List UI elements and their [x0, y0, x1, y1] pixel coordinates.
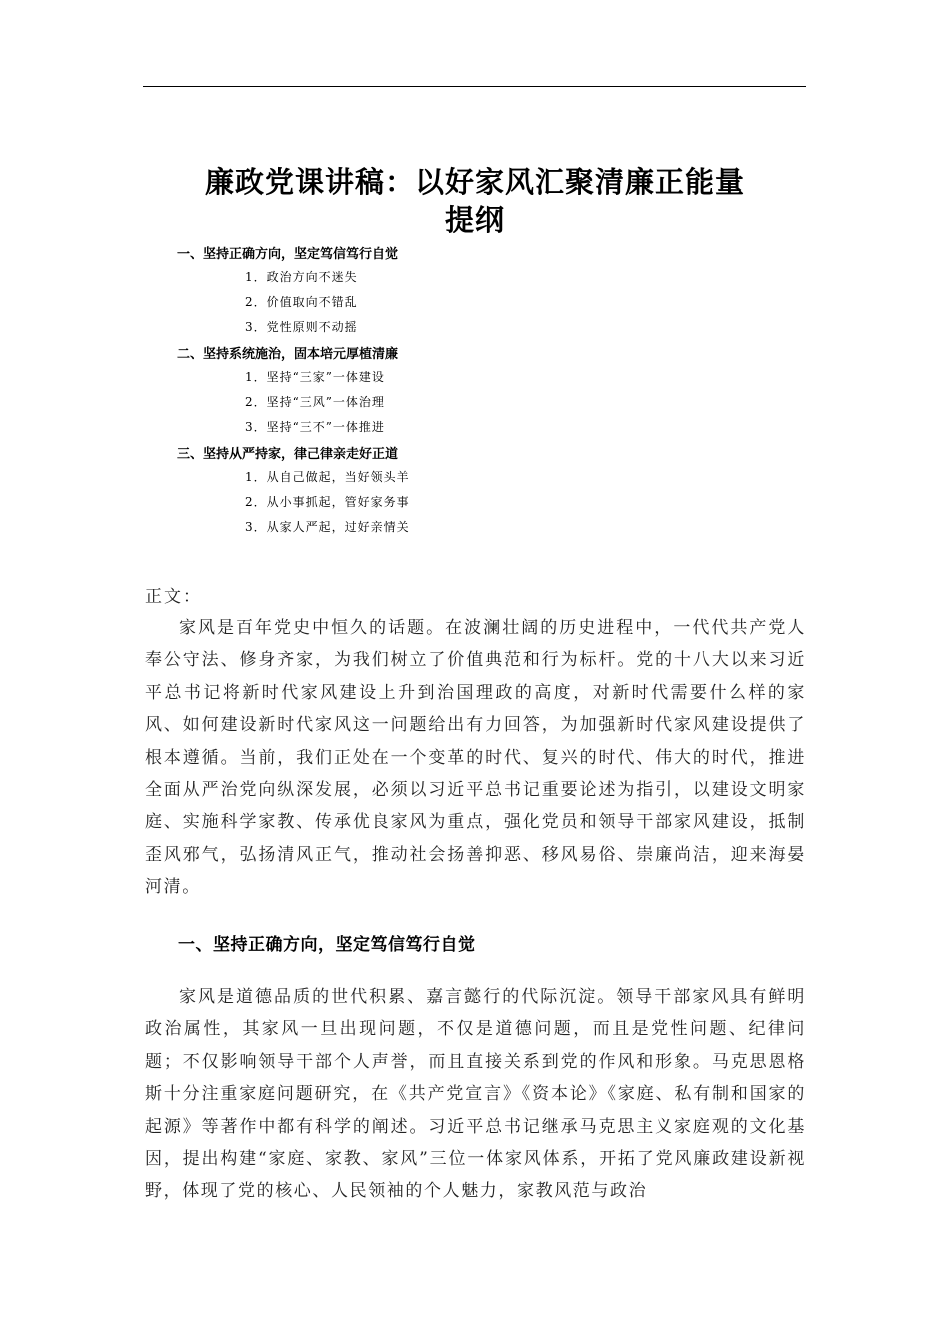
outline-item: 3．从家人严起，过好亲情关 — [245, 520, 410, 534]
document-title: 廉政党课讲稿：以好家风汇聚清廉正能量 — [204, 165, 745, 199]
body-label: 正文： — [145, 587, 202, 607]
outline-item: 2．从小事抓起，管好家务事 — [245, 495, 410, 509]
section-heading-1: 一、坚持正确方向，坚定笃信笃行自觉 — [178, 935, 476, 955]
outline-item: 3．坚持“三不”一体推进 — [245, 420, 385, 434]
document-subtitle-outline: 提纲 — [444, 203, 505, 237]
intro-paragraph: 家风是百年党史中恒久的话题。在波澜壮阔的历史进程中，一代代共产党人奉公守法、修身齐家，为我们树立了价值典范和行为标杆。党的十八大以来习近平总书记将新时代家风建设上升到治国理政的高度，对新时代需要什么样的家风、如何建设新时代家风这一问题给出有力回答，为加强新时代家风建设提供了根本遵循。当前，我们正处在一个变革的时代、复兴的时代、伟大的时代，推进全面从严治党向纵深发展，必须以习近平总书记重要论述为指引，以建设文明家庭、实施科学家教、传承优良家风为重点，强化党员和领导干部家风建设，抵制歪风邪气，弘扬清风正气，推动社会扬善抑恶、移风易俗、崇廉尚洁，迎来海晏河清。 — [145, 618, 806, 898]
outline-item: 3．党性原则不动摇 — [245, 320, 358, 334]
outline-item: 2．价值取向不错乱 — [245, 295, 358, 309]
outline-item: 1．从自己做起，当好领头羊 — [245, 470, 410, 484]
outline-heading-2: 二、坚持系统施治，固本培元厚植清廉 — [177, 347, 399, 362]
section1-paragraph: 家风是道德品质的世代积累、嘉言懿行的代际沉淀。领导干部家风具有鲜明政治属性，其家风一旦出现问题，不仅是道德问题，而且是党性问题、纪律问题；不仅影响领导干部个人声誉，而且直接关系到党的作风和形象。马克思恩格斯十分注重家庭问题研究，在《共产党宣言》《资本论》《家庭、私有制和国家的起源》等著作中都有科学的阐述。习近平总书记继承马克思主义家庭观的文化基因，提出构建“家庭、家教、家风”三位一体家风体系，开拓了党风廉政建设新视野，体现了党的核心、人民领袖的个人魅力，家教风范与政治 — [145, 987, 806, 1202]
outline-heading-1: 一、坚持正确方向，坚定笃信笃行自觉 — [177, 247, 399, 262]
header-rule — [143, 86, 806, 87]
outline-heading-3: 三、坚持从严持家，律己律亲走好正道 — [177, 447, 399, 462]
outline-item: 2．坚持“三风”一体治理 — [245, 395, 385, 409]
outline-item: 1．政治方向不迷失 — [245, 270, 358, 284]
outline-item: 1．坚持“三家”一体建设 — [245, 370, 385, 384]
